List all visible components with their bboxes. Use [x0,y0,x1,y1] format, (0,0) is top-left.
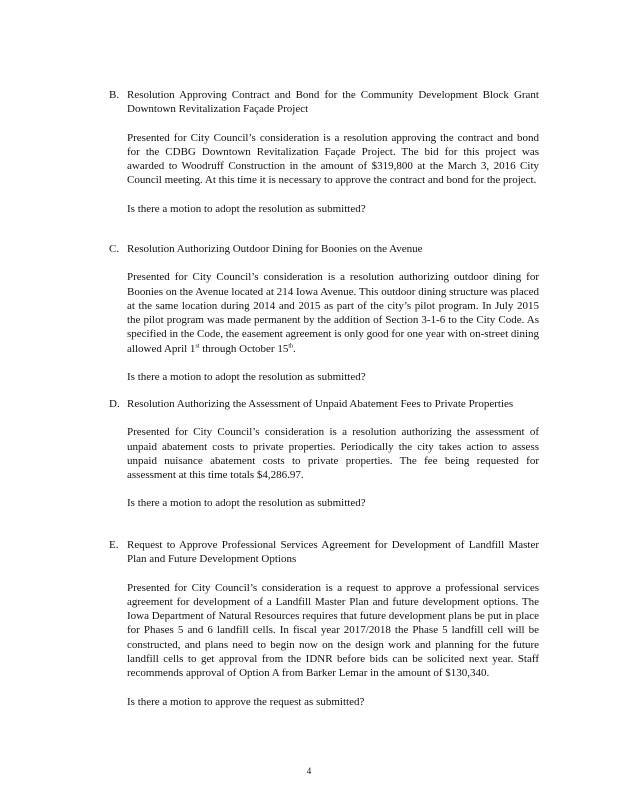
item-body [127,270,539,356]
item-question: Is there a motion to approve the request as submitted? [127,695,365,708]
item-title: Resolution Authorizing Outdoor Dining for Boonies on the Avenue [127,243,423,255]
page-number: 4 [306,766,312,776]
item-letter: B. [109,89,120,101]
item-question: Is there a motion to adopt the resolution as submitted? [127,202,366,215]
agenda-item-e [109,538,539,709]
item-question: Is there a motion to adopt the resolution as submitted? [127,497,366,510]
ordinal-suffix: th [288,343,294,350]
item-letter: D. [109,398,120,410]
body-text: through October 15 [199,342,289,355]
item-body: Presented for City Council’s consideration is a resolution authorizing the assessment of unpaid abatement costs to private properties. Periodically the city takes action to assess unpaid nuisance abatement costs to private properties. The fee being requested for assessment at this time totals $4,286.97. [127,426,539,482]
ordinal-suffix: st [195,343,200,350]
item-letter: E. [109,539,119,551]
agenda-item-c [109,242,539,384]
item-body: Presented for City Council’s consideration is a request to approve a professional services agreement for development of a Landfill Master Plan and future development options. The Iowa Department of Natural Resources requires that future development plans be put in place for Phases 5 and 6 landfill cells. In fiscal year 2017/2018 the Phase 5 landfill cell will be constructed, and plans need to begin now on the design work and planning for the future landfill cells to get approval from the IDNR before bids can be solicited next year. Staff recommends approval of Option A from Barker Lemar in the amount of $130,340. [127,581,539,680]
item-letter: C. [109,243,120,255]
item-title: Resolution Approving Contract and Bond for the Community Development Block Grant Downtown Revitalization Façade Project [127,89,539,116]
agenda-item-d [109,397,539,511]
item-title: Resolution Authorizing the Assessment of Unpaid Abatement Fees to Private Properties [127,398,514,410]
item-title: Request to Approve Professional Services Agreement for Development of Landfill Master Plan and Future Development Options [127,539,539,566]
agenda-item-b [109,88,539,216]
body-text: . [293,342,296,355]
item-question: Is there a motion to adopt the resolution as submitted? [127,371,366,384]
item-body: Presented for City Council’s consideration is a resolution approving the contract and bond for the CDBG Downtown Revitalization Façade Project. The bid for this project was awarded to Woodruff Construction in the amount of $319,800 at the March 3, 2016 City Council meeting. At this time it is necessary to approve the contract and bond for the project. [127,131,539,187]
body-text: Presented for City Council’s consideration is a resolution authorizing outdoor dining for Boonies on the Avenue located at 214 Iowa Avenue. This outdoor dining structure was placed at the same location during 2014 and 2015 as part of the city’s pilot program. In July 2015 the pilot program was made permanent by the addition of Section 3-1-6 to the City Code. As specified in the Code, the easement agreement is only good for one year with on-street dining allowed April 1 [127,271,539,355]
